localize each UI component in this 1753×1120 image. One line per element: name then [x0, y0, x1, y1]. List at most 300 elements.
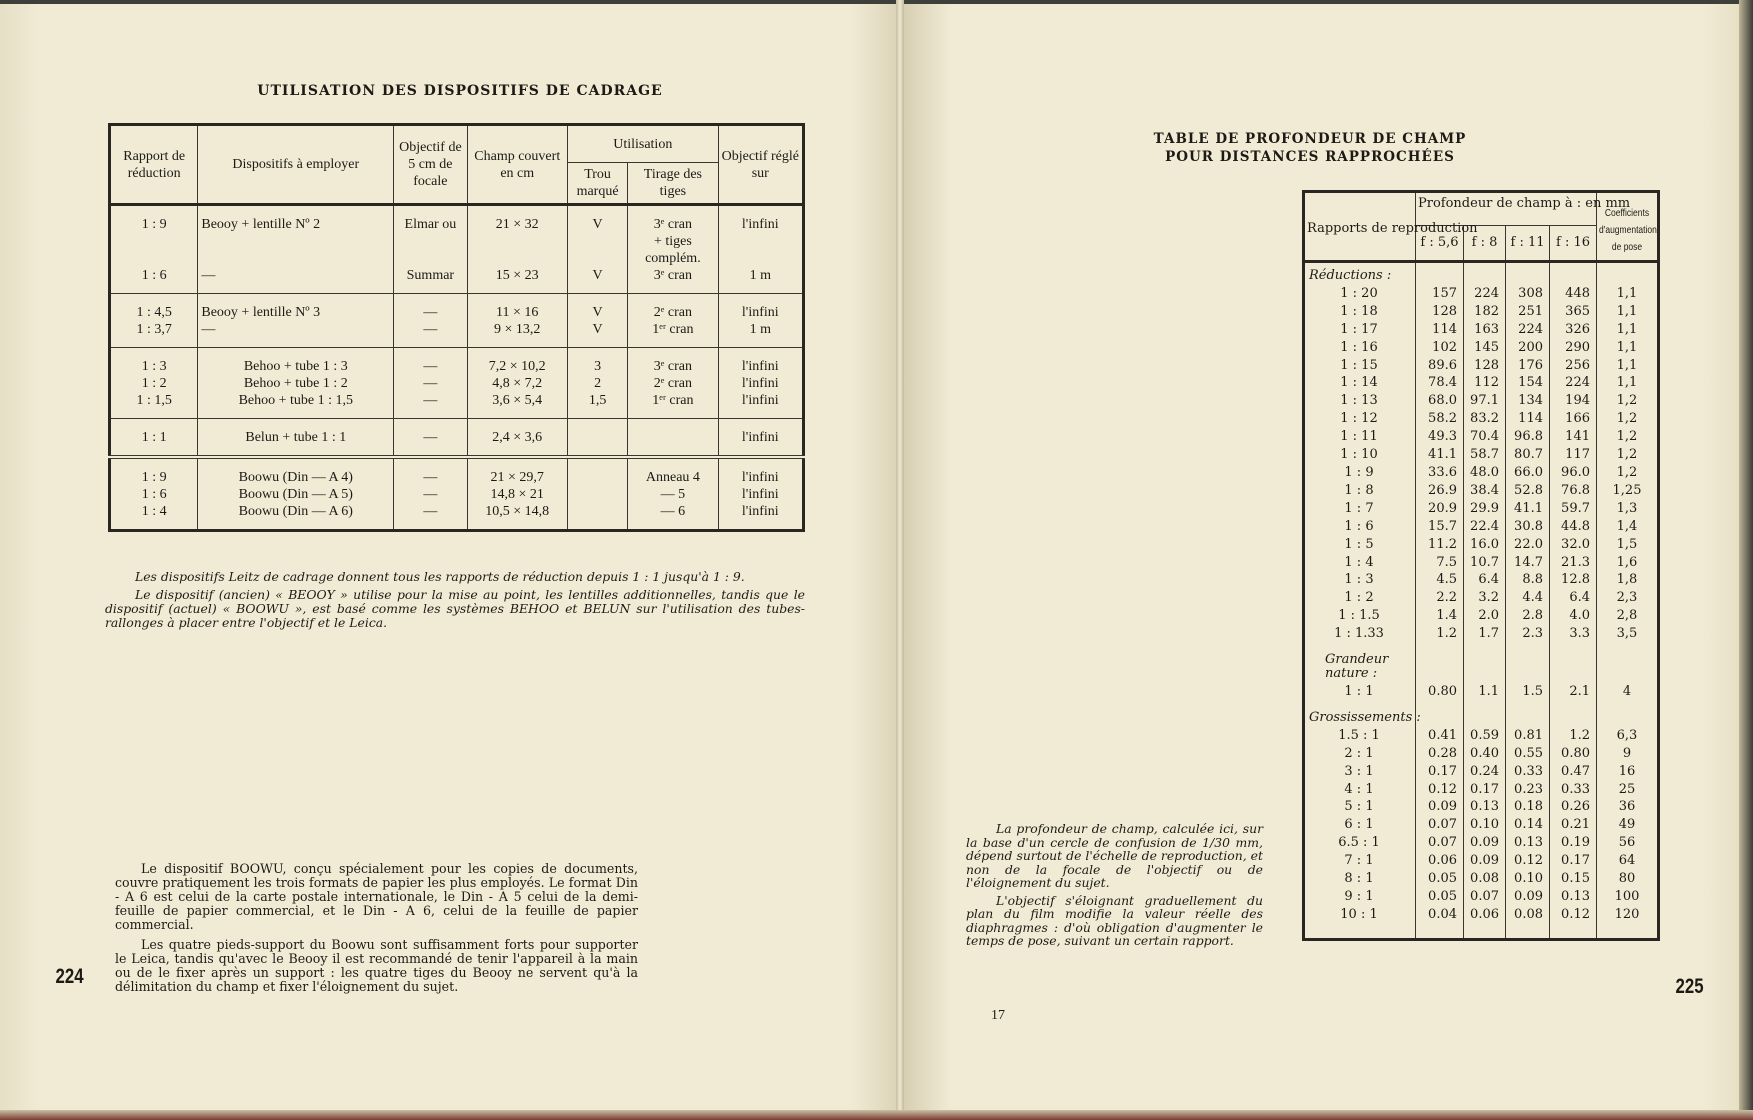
depth-cell: 66.0 [1506, 464, 1550, 482]
table-cell: 21 × 29,7 [467, 457, 567, 486]
ratio-cell: 4 : 1 [1344, 781, 1374, 797]
depth-cell: 114 [1506, 410, 1550, 428]
left-page-title: UTILISATION DES DISPOSITIFS DE CADRAGE [257, 83, 663, 99]
coefficient-cell: 25 [1597, 781, 1659, 799]
depth-cell: 163 [1464, 321, 1506, 339]
coefficient-cell: 1,6 [1597, 554, 1659, 572]
depth-cell: 0.26 [1550, 798, 1597, 816]
table-row [1304, 607, 1659, 625]
empty-cell [1506, 701, 1550, 709]
table-cell: Behoo + tube 1 : 1,5 [198, 392, 394, 419]
depth-cell: 16.0 [1464, 536, 1506, 554]
header-coefficients: Coefficients d'augmentation de pose [1597, 185, 1659, 269]
left-body-text [115, 862, 638, 1000]
table-cell: — [394, 419, 467, 458]
depth-cell: 0.17 [1416, 763, 1464, 781]
coefficient-cell: 3,5 [1597, 625, 1659, 643]
coefficient-cell: 1,4 [1597, 518, 1659, 536]
table-row [110, 267, 804, 294]
folio-number: 17 [991, 1008, 1005, 1023]
framing-devices-table [108, 123, 805, 532]
coefficient-cell: 1,1 [1597, 339, 1659, 357]
note-paragraph: La profondeur de champ, calculée ici, sur la base d'un cercle de confusion de 1/30 mm, dépend surtout de l'échelle de reproduction, et non de la focale de l'objectif ou de l'éloignement du sujet. [966, 821, 1263, 890]
table-cell: 11 × 16 [467, 294, 567, 322]
ratio-cell: 1 : 17 [1340, 321, 1378, 337]
table-cell: 1 : 4 [141, 504, 167, 519]
ratio-cell: 1 : 7 [1344, 500, 1374, 516]
table-row [1304, 357, 1659, 375]
depth-cell: 0.28 [1416, 745, 1464, 763]
empty-cell [1416, 651, 1464, 683]
ratio-cell: 5 : 1 [1344, 799, 1374, 815]
table-cell: 1 : 3 [141, 359, 167, 374]
table-cell: Belun + tube 1 : 1 [198, 419, 394, 458]
table-row [1304, 285, 1659, 303]
depth-cell: 0.21 [1550, 816, 1597, 834]
depth-cell: 141 [1550, 428, 1597, 446]
table-cell: 1 m [718, 267, 803, 294]
empty-cell [1550, 701, 1597, 709]
ratio-cell: 1 : 11 [1340, 429, 1378, 445]
table-row [1304, 888, 1659, 906]
header-dispositifs: Dispositifs à employer [198, 125, 394, 205]
table-cell: — 5 [628, 486, 718, 503]
empty-cell [1597, 709, 1659, 727]
table-cell: V [567, 294, 627, 322]
depth-cell: 224 [1464, 285, 1506, 303]
depth-cell: 2.8 [1506, 607, 1550, 625]
table-cell: Boowu (Din — A 6) [198, 503, 394, 531]
table-cell: l'infini [718, 457, 803, 486]
table-row [1304, 518, 1659, 536]
left-italic-note [105, 570, 805, 634]
depth-cell: 308 [1506, 285, 1550, 303]
depth-cell: 1.1 [1464, 683, 1506, 701]
table-row [1304, 536, 1659, 554]
depth-cell: 0.14 [1506, 816, 1550, 834]
depth-cell: 0.12 [1506, 852, 1550, 870]
ratio-cell: 1 : 2 [1344, 590, 1374, 606]
empty-cell [1464, 709, 1506, 727]
depth-cell: 194 [1550, 392, 1597, 410]
ratio-cell: 1 : 20 [1340, 285, 1378, 301]
table-cell: 4,8 × 7,2 [467, 375, 567, 392]
depth-cell: 58.2 [1416, 410, 1464, 428]
depth-cell: 70.4 [1464, 428, 1506, 446]
table-cell: 2ᵉ cran [628, 375, 718, 392]
table-cell: 14,8 × 21 [467, 486, 567, 503]
section-label: Grossissements : [1309, 709, 1421, 725]
depth-cell: 0.23 [1506, 781, 1550, 799]
title-line: POUR DISTANCES RAPPROCHÉES [1165, 149, 1455, 165]
header-aperture: f : 8 [1464, 226, 1506, 262]
table-row [1304, 321, 1659, 339]
table-cell: — [394, 392, 467, 419]
depth-cell: 102 [1416, 339, 1464, 357]
depth-cell: 0.10 [1464, 816, 1506, 834]
table-row [1304, 625, 1659, 643]
empty-cell [1550, 262, 1597, 285]
table-group [110, 205, 804, 294]
depth-of-field-table [1302, 190, 1660, 941]
header-aperture: f : 16 [1550, 226, 1597, 262]
depth-cell: 14.7 [1506, 554, 1550, 572]
table-row [110, 294, 804, 322]
empty-cell [1464, 651, 1506, 683]
empty-cell [1464, 701, 1506, 709]
coefficient-cell: 1,1 [1597, 357, 1659, 375]
spacer-row [1304, 643, 1659, 651]
depth-cell: 58.7 [1464, 446, 1506, 464]
book-right-edge [1739, 0, 1753, 1120]
table-cell: 3,6 × 5,4 [467, 392, 567, 419]
coefficient-cell: 1,5 [1597, 536, 1659, 554]
depth-cell: 112 [1464, 374, 1506, 392]
ratio-cell: 1 : 10 [1340, 447, 1378, 463]
table-row [1304, 303, 1659, 321]
section-label: Réductions : [1309, 268, 1392, 283]
header-trou: Trou marqué [567, 163, 627, 205]
ratio-cell: 2 : 1 [1344, 745, 1374, 761]
depth-cell: 38.4 [1464, 482, 1506, 500]
depth-cell: 256 [1550, 357, 1597, 375]
table-group [110, 294, 804, 348]
title-line: TABLE DE PROFONDEUR DE CHAMP [1153, 131, 1467, 147]
depth-cell: 0.13 [1550, 888, 1597, 906]
depth-cell: 0.05 [1416, 870, 1464, 888]
table-row [1304, 482, 1659, 500]
table-cell: — [198, 267, 394, 294]
coefficient-cell: 1,2 [1597, 392, 1659, 410]
ratio-cell: 1 : 1 [1344, 684, 1374, 700]
depth-cell: 0.17 [1464, 781, 1506, 799]
ratio-cell: 1 : 13 [1340, 393, 1378, 409]
table-cell: 9 × 13,2 [467, 321, 567, 348]
coefficient-cell: 1,1 [1597, 321, 1659, 339]
table-cell: — [394, 457, 467, 486]
depth-cell: 134 [1506, 392, 1550, 410]
coefficient-cell: 80 [1597, 870, 1659, 888]
depth-cell: 365 [1550, 303, 1597, 321]
depth-cell: 0.07 [1464, 888, 1506, 906]
table-cell: 1 m [718, 321, 803, 348]
table-cell: 2 [567, 375, 627, 392]
depth-cell: 32.0 [1550, 536, 1597, 554]
depth-cell: 326 [1550, 321, 1597, 339]
table-row [1304, 683, 1659, 701]
ratio-cell: 1 : 1.33 [1334, 626, 1384, 642]
depth-cell: 0.09 [1416, 798, 1464, 816]
depth-cell: 0.07 [1416, 834, 1464, 852]
depth-cell: 1.2 [1550, 727, 1597, 745]
table-cell: 10,5 × 14,8 [467, 503, 567, 531]
table-row [1304, 781, 1659, 799]
coefficient-cell: 64 [1597, 852, 1659, 870]
table-cell: l'infini [718, 486, 803, 503]
ratio-cell: 9 : 1 [1344, 889, 1374, 904]
header-rapport: Rapport de réduction [110, 125, 198, 205]
table-cell: V [567, 205, 627, 268]
table-cell: — [394, 503, 467, 531]
depth-cell: 20.9 [1416, 500, 1464, 518]
depth-cell: 97.1 [1464, 392, 1506, 410]
coefficient-cell: 9 [1597, 745, 1659, 763]
table-cell: 1 : 6 [141, 268, 167, 283]
empty-cell [1550, 709, 1597, 727]
header-regle: Objectif réglé sur [718, 125, 803, 205]
depth-cell: 0.18 [1506, 798, 1550, 816]
depth-cell: 1.4 [1416, 607, 1464, 625]
empty-cell [1416, 262, 1464, 285]
depth-cell: 41.1 [1506, 500, 1550, 518]
depth-cell: 0.13 [1506, 834, 1550, 852]
coefficient-cell: 1,3 [1597, 500, 1659, 518]
empty-cell [1597, 701, 1659, 709]
ratio-cell: 1 : 18 [1340, 303, 1378, 319]
header-tirage: Tirage des tiges [628, 163, 718, 205]
ratio-cell: 1 : 3 [1344, 572, 1374, 588]
depth-cell: 0.13 [1464, 798, 1506, 816]
depth-cell: 96.0 [1550, 464, 1597, 482]
table-cell: — 6 [628, 503, 718, 531]
table-cell: l'infini [718, 503, 803, 531]
spacer-row [1304, 701, 1659, 709]
empty-cell [1506, 643, 1550, 651]
table-cell: 1,5 [567, 392, 627, 419]
depth-cell: 33.6 [1416, 464, 1464, 482]
table-cell: 1ᵉʳ cran [628, 392, 718, 419]
table-row [1304, 870, 1659, 888]
depth-cell: 157 [1416, 285, 1464, 303]
depth-cell: 0.17 [1550, 852, 1597, 870]
table-row [1304, 727, 1659, 745]
table-cell: l'infini [718, 392, 803, 419]
coefficient-cell: 1,8 [1597, 571, 1659, 589]
table-cell: 1 : 9 [141, 217, 167, 232]
book-gutter [896, 0, 904, 1120]
table-cell: — [394, 348, 467, 376]
table-row [1304, 589, 1659, 607]
table-cell [628, 419, 718, 458]
depth-cell: 0.33 [1550, 781, 1597, 799]
table-cell: 1 : 1,5 [136, 393, 172, 408]
ratio-cell: 1 : 15 [1340, 357, 1378, 373]
depth-cell: 26.9 [1416, 482, 1464, 500]
page-number-right: 225 [1675, 975, 1704, 998]
coefficient-cell: 1,2 [1597, 428, 1659, 446]
depth-cell: 0.07 [1416, 816, 1464, 834]
header-aperture: f : 5,6 [1416, 226, 1464, 262]
table-row [1304, 798, 1659, 816]
depth-cell: 0.24 [1464, 763, 1506, 781]
book-bottom-edge [0, 1110, 1753, 1120]
ratio-cell: 7 : 1 [1344, 853, 1374, 869]
table-row [1304, 834, 1659, 852]
coefficient-cell: 36 [1597, 798, 1659, 816]
ratio-cell: 1 : 8 [1344, 482, 1374, 498]
table-group [110, 348, 804, 419]
header-profondeur: Profondeur de champ à : en mm [1416, 192, 1597, 226]
table-cell: 1 : 2 [141, 376, 167, 391]
empty-cell [1416, 709, 1464, 727]
coefficient-cell: 1,2 [1597, 464, 1659, 482]
body-paragraph: Le dispositif BOOWU, conçu spécialement pour les copies de documents, couvre pratiquement les trois formats de papier les plus employés. Le format Din - A 6 est celui de la carte postale internationale, le Din - A 5 celui de la demi-feuille de papier commercial, et le Din - A 6, celui de la feuille de papier commercial. [115, 861, 638, 932]
depth-cell: 6.4 [1464, 571, 1506, 589]
depth-cell: 182 [1464, 303, 1506, 321]
empty-cell [1597, 651, 1659, 683]
depth-cell: 49.3 [1416, 428, 1464, 446]
depth-cell: 15.7 [1416, 518, 1464, 536]
depth-cell: 0.47 [1550, 763, 1597, 781]
coefficient-cell: 16 [1597, 763, 1659, 781]
coefficient-cell: 1,1 [1597, 285, 1659, 303]
table-row [1304, 816, 1659, 834]
depth-cell: 128 [1416, 303, 1464, 321]
coefficient-cell: 1,1 [1597, 303, 1659, 321]
depth-cell: 59.7 [1550, 500, 1597, 518]
table-cell [567, 457, 627, 486]
depth-cell: 0.15 [1550, 870, 1597, 888]
depth-cell: 12.8 [1550, 571, 1597, 589]
depth-cell: 4.4 [1506, 589, 1550, 607]
table-cell: Boowu (Din — A 4) [198, 457, 394, 486]
table-row [1304, 392, 1659, 410]
depth-cell: 0.08 [1506, 906, 1550, 939]
table-row [1304, 374, 1659, 392]
ratio-cell: 8 : 1 [1344, 871, 1374, 887]
table-row [110, 419, 804, 458]
depth-cell: 3.3 [1550, 625, 1597, 643]
note-paragraph: Le dispositif (ancien) « BEOOY » utilise pour la mise au point, les lentilles additionnelles, tandis que le dispositif (actuel) « BOOWU », est basé comme les systèmes BEHOO et BELUN sur l'utilisation des tubes-rallonges à placer entre l'objectif et le Leica. [105, 587, 805, 630]
header-rapports: Rapports de reproduction [1304, 192, 1416, 262]
table-row [110, 503, 804, 531]
depth-cell: 0.55 [1506, 745, 1550, 763]
ratio-cell: 10 : 1 [1340, 906, 1378, 922]
coefficient-cell: 4 [1597, 683, 1659, 701]
depth-cell: 78.4 [1416, 374, 1464, 392]
depth-cell: 2.3 [1506, 625, 1550, 643]
depth-cell: 0.80 [1550, 745, 1597, 763]
body-paragraph: Les quatre pieds-support du Boowu sont suffisamment forts pour supporter le Leica, tandis qu'avec le Beooy il est recommandé de tenir l'appareil à la main ou de le fixer après un support : les quatre tiges du Beooy ne servent qu'à la délimitation du champ et fixer l'éloignement du sujet. [115, 937, 638, 994]
depth-cell: 0.09 [1506, 888, 1550, 906]
ratio-cell: 1 : 12 [1340, 411, 1378, 427]
ratio-cell: 1 : 6 [1344, 518, 1374, 534]
empty-cell [1304, 643, 1416, 651]
table-cell: 3ᵉ cran + tiges complém. [628, 205, 718, 268]
coefficient-cell: 1,1 [1597, 374, 1659, 392]
table-cell: 15 × 23 [467, 267, 567, 294]
header-aperture: f : 11 [1506, 226, 1550, 262]
empty-cell [1506, 651, 1550, 683]
depth-cell: 1.2 [1416, 625, 1464, 643]
depth-cell: 166 [1550, 410, 1597, 428]
table-row [1304, 446, 1659, 464]
table-cell: l'infini [718, 294, 803, 322]
depth-cell: 200 [1506, 339, 1550, 357]
ratio-cell: 1 : 1.5 [1338, 608, 1380, 624]
table-cell: Beooy + lentille Nº 2 [198, 205, 394, 268]
table-row [110, 321, 804, 348]
table-group [110, 419, 804, 458]
coefficient-cell: 56 [1597, 834, 1659, 852]
table-cell: l'infini [718, 375, 803, 392]
depth-cell: 22.0 [1506, 536, 1550, 554]
coefficient-cell: 6,3 [1597, 727, 1659, 745]
depth-cell: 224 [1550, 374, 1597, 392]
ratio-cell: 1 : 16 [1340, 339, 1378, 355]
table-cell: l'infini [718, 419, 803, 458]
table-cell: 2ᵉ cran [628, 294, 718, 322]
page-number-left: 224 [55, 965, 84, 988]
right-page-title [1110, 130, 1510, 166]
depth-cell: 29.9 [1464, 500, 1506, 518]
depth-cell: 21.3 [1550, 554, 1597, 572]
coefficient-cell: 1,2 [1597, 410, 1659, 428]
depth-cell: 290 [1550, 339, 1597, 357]
coefficient-cell: 120 [1597, 906, 1659, 939]
table-row [1304, 500, 1659, 518]
table-cell [567, 419, 627, 458]
header-utilisation: Utilisation [567, 125, 718, 163]
depth-cell: 2.0 [1464, 607, 1506, 625]
depth-cell: 0.12 [1416, 781, 1464, 799]
depth-cell: 3.2 [1464, 589, 1506, 607]
table-row [110, 486, 804, 503]
depth-cell: 154 [1506, 374, 1550, 392]
depth-cell: 7.5 [1416, 554, 1464, 572]
coefficient-cell: 2,3 [1597, 589, 1659, 607]
empty-cell [1464, 643, 1506, 651]
table-cell: — [198, 321, 394, 348]
depth-cell: 448 [1550, 285, 1597, 303]
table-cell: Elmar ou [394, 205, 467, 268]
depth-cell: 41.1 [1416, 446, 1464, 464]
depth-cell: 251 [1506, 303, 1550, 321]
table-cell: V [567, 267, 627, 294]
table-cell: V [567, 321, 627, 348]
table-cell: — [394, 375, 467, 392]
table-cell: — [394, 321, 467, 348]
depth-cell: 10.7 [1464, 554, 1506, 572]
ratio-cell: 6 : 1 [1344, 817, 1374, 833]
depth-cell: 0.05 [1416, 888, 1464, 906]
table-cell [567, 486, 627, 503]
depth-cell: 8.8 [1506, 571, 1550, 589]
table-cell [567, 503, 627, 531]
table-row [1304, 410, 1659, 428]
table-cell: 3ᵉ cran [628, 267, 718, 294]
ratio-cell: 1 : 4 [1344, 554, 1374, 570]
depth-cell: 0.59 [1464, 727, 1506, 745]
coefficient-cell: 100 [1597, 888, 1659, 906]
depth-cell: 0.09 [1464, 834, 1506, 852]
depth-cell: 68.0 [1416, 392, 1464, 410]
table-cell: 1ᵉʳ cran [628, 321, 718, 348]
table-cell: 1 : 1 [141, 430, 167, 445]
table-row [1304, 554, 1659, 572]
table-cell: Behoo + tube 1 : 3 [198, 348, 394, 376]
depth-cell: 1.7 [1464, 625, 1506, 643]
depth-cell: 0.06 [1464, 906, 1506, 939]
empty-cell [1597, 643, 1659, 651]
table-row [1304, 428, 1659, 446]
empty-cell [1416, 643, 1464, 651]
ratio-cell: 3 : 1 [1344, 763, 1374, 779]
depth-cell: 96.8 [1506, 428, 1550, 446]
header-objectif: Objectif de 5 cm de focale [394, 125, 467, 205]
depth-cell: 0.80 [1416, 683, 1464, 701]
depth-cell: 176 [1506, 357, 1550, 375]
